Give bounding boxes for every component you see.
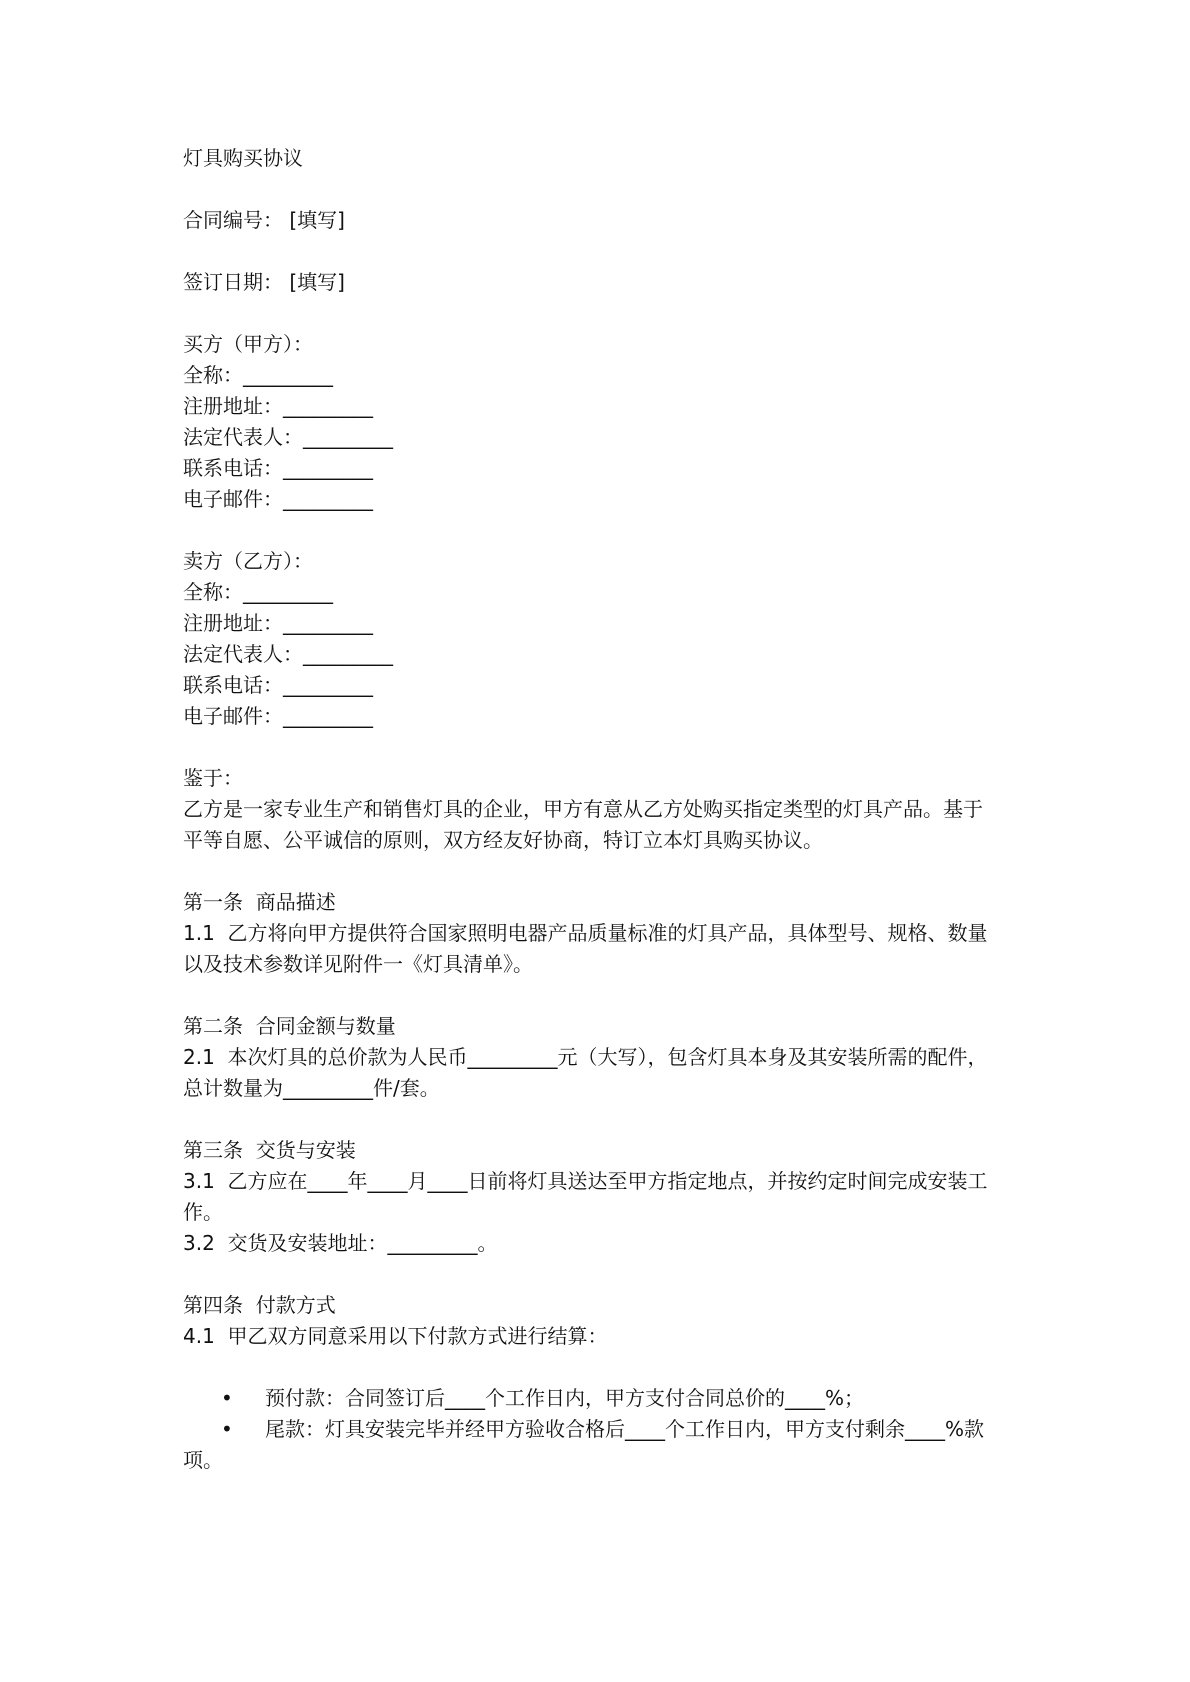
article-3 (183, 1135, 1030, 1259)
article-1 (183, 887, 1030, 980)
article-4 (183, 1290, 1030, 1476)
seller-field-phone: 联系电话：_________ (183, 673, 373, 697)
payment-list-item (183, 1414, 1030, 1445)
seller-field-legal-rep: 法定代表人：_________ (183, 642, 393, 666)
article-2 (183, 1011, 1030, 1104)
article-3-line: 3.1 乙方应在____年____月____日前将灯具送达至甲方指定地点，并按约定时间完成安装工 (183, 1169, 988, 1193)
recital-section (183, 763, 1030, 856)
buyer-field-phone: 联系电话：_________ (183, 456, 373, 480)
payment-item-continuation: 项。 (183, 1448, 223, 1472)
payment-list (183, 1383, 1030, 1445)
bullet-dot-icon: • (221, 1417, 233, 1441)
article-2-heading: 第二条 合同金额与数量 (183, 1014, 396, 1038)
recital-heading: 鉴于： (183, 766, 243, 790)
article-2-line: 总计数量为_________件/套。 (183, 1076, 440, 1100)
document-title: 灯具购买协议 (183, 146, 303, 170)
buyer-section (183, 329, 1030, 515)
buyer-field-address: 注册地址：_________ (183, 394, 373, 418)
buyer-heading: 买方（甲方）： (183, 332, 313, 356)
article-3-line: 3.2 交货及安装地址：_________。 (183, 1231, 498, 1255)
article-4-heading: 第四条 付款方式 (183, 1293, 336, 1317)
article-1-line: 1.1 乙方将向甲方提供符合国家照明电器产品质量标准的灯具产品，具体型号、规格、数量 (183, 921, 988, 945)
recital-line: 乙方是一家专业生产和销售灯具的企业，甲方有意从乙方处购买指定类型的灯具产品。基于 (183, 797, 983, 821)
bullet-dot-icon: • (221, 1386, 233, 1410)
seller-heading: 卖方（乙方）： (183, 549, 313, 573)
article-1-line: 以及技术参数详见附件一《灯具清单》。 (183, 952, 533, 976)
buyer-field-email: 电子邮件：_________ (183, 487, 373, 511)
payment-item-text: 预付款：合同签订后____个工作日内，甲方支付合同总价的____%； (265, 1386, 865, 1410)
payment-list-item (183, 1383, 1030, 1414)
payment-item-text: 尾款：灯具安装完毕并经甲方验收合格后____个工作日内，甲方支付剩余____%款 (265, 1417, 985, 1441)
recital-line: 平等自愿、公平诚信的原则，双方经友好协商，特订立本灯具购买协议。 (183, 828, 823, 852)
article-2-line: 2.1 本次灯具的总价款为人民币_________元（大写），包含灯具本身及其安装所需的配件， (183, 1045, 988, 1069)
seller-field-name: 全称：_________ (183, 580, 333, 604)
article-3-heading: 第三条 交货与安装 (183, 1138, 356, 1162)
contract-number: 合同编号： [填写] (183, 208, 345, 232)
article-3-line: 作。 (183, 1200, 223, 1224)
seller-field-email: 电子邮件：_________ (183, 704, 373, 728)
buyer-field-legal-rep: 法定代表人：_________ (183, 425, 393, 449)
seller-section (183, 546, 1030, 732)
sign-date: 签订日期： [填写] (183, 270, 345, 294)
seller-field-address: 注册地址：_________ (183, 611, 373, 635)
article-4-line: 4.1 甲乙双方同意采用以下付款方式进行结算： (183, 1324, 608, 1348)
buyer-field-name: 全称：_________ (183, 363, 333, 387)
article-1-heading: 第一条 商品描述 (183, 890, 336, 914)
